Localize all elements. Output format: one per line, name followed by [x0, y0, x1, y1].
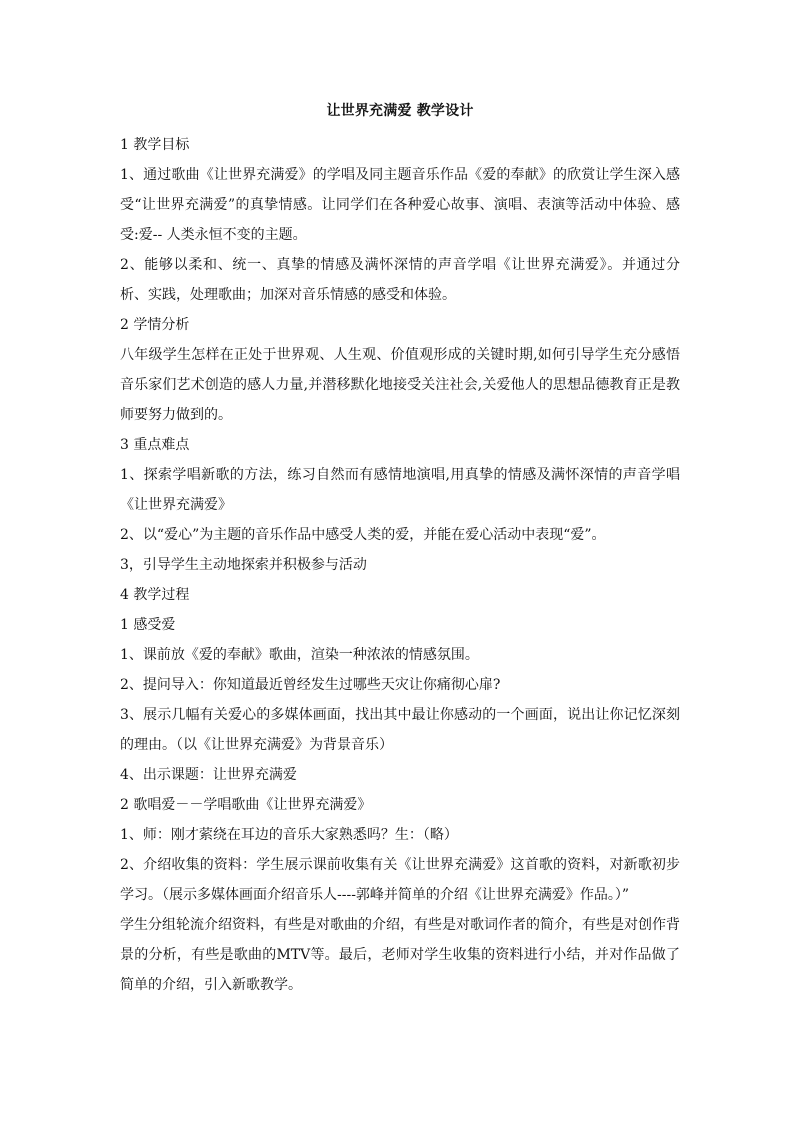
paragraph: 3、展示几幅有关爱心的多媒体画面，找出其中最让你感动的一个画面，说出让你记忆深刻的理由。（以《让世界充满爱》为背景音乐） — [120, 707, 680, 753]
section-heading-key-points: 3 重点难点 — [120, 437, 190, 453]
paragraph: 4、出示课题：让世界充满爱 — [120, 767, 297, 783]
section-heading-objectives: 1 教学目标 — [120, 137, 190, 153]
paragraph: 2、能够以柔和、统一、真挚的情感及满怀深情的声音学唱《让世界充满爱》。并通过分析、实践，处理歌曲；加深对音乐情感的感受和体验。 — [120, 257, 680, 303]
paragraph: 1、通过歌曲《让世界充满爱》的学唱及同主题音乐作品《爱的奉献》的欣赏让学生深入感受“让世界充满爱”的真挚情感。让同学们在各种爱心故事、演唱、表演等活动中体验、感受:爱-- 人类永恒不变的主题。 — [120, 167, 680, 243]
subsection-heading: 2 歌唱爱－－学唱歌曲《让世界充满爱》 — [120, 797, 372, 813]
paragraph: 2、介绍收集的资料：学生展示课前收集有关《让世界充满爱》这首歌的资料，对新歌初步学习。（展示多媒体画面介绍音乐人----郭峰并简单的介绍《让世界充满爱》作品。）” — [120, 857, 680, 903]
section-heading-process: 4 教学过程 — [120, 587, 190, 603]
paragraph: 1、师：刚才萦绕在耳边的音乐大家熟悉吗？生：（略） — [120, 827, 458, 843]
paragraph: 2、以“爱心”为主题的音乐作品中感受人类的爱，并能在爱心活动中表现“爱”。 — [120, 527, 606, 543]
document-body — [120, 100, 680, 1000]
section-heading-analysis: 2 学情分析 — [120, 317, 190, 333]
document-title: 让世界充满爱 教学设计 — [326, 103, 474, 119]
subsection-heading: 1 感受爱 — [120, 617, 176, 633]
paragraph: 1、课前放《爱的奉献》歌曲，渲染一种浓浓的情感氛围。 — [120, 647, 479, 663]
paragraph: 1、探索学唱新歌的方法，练习自然而有感情地演唱,用真挚的情感及满怀深情的声音学唱《让世界充满爱》 — [120, 467, 680, 513]
paragraph: 3，引导学生主动地探索并积极参与活动 — [120, 557, 367, 573]
paragraph: 学生分组轮流介绍资料，有些是对歌曲的介绍，有些是对歌词作者的简介，有些是对创作背景的分析，有些是歌曲的MTV等。最后，老师对学生收集的资料进行小结，并对作品做了简单的介绍，引入新歌教学。 — [120, 917, 680, 993]
paragraph: 八年级学生怎样在正处于世界观、人生观、价值观形成的关键时期,如何引导学生充分感悟音乐家们艺术创造的感人力量,并潜移默化地接受关注社会,关爱他人的思想品德教育正是教师要努力做到的。 — [120, 347, 680, 423]
paragraph: 2、提问导入：你知道最近曾经发生过哪些天灾让你痛彻心扉? — [120, 677, 501, 693]
